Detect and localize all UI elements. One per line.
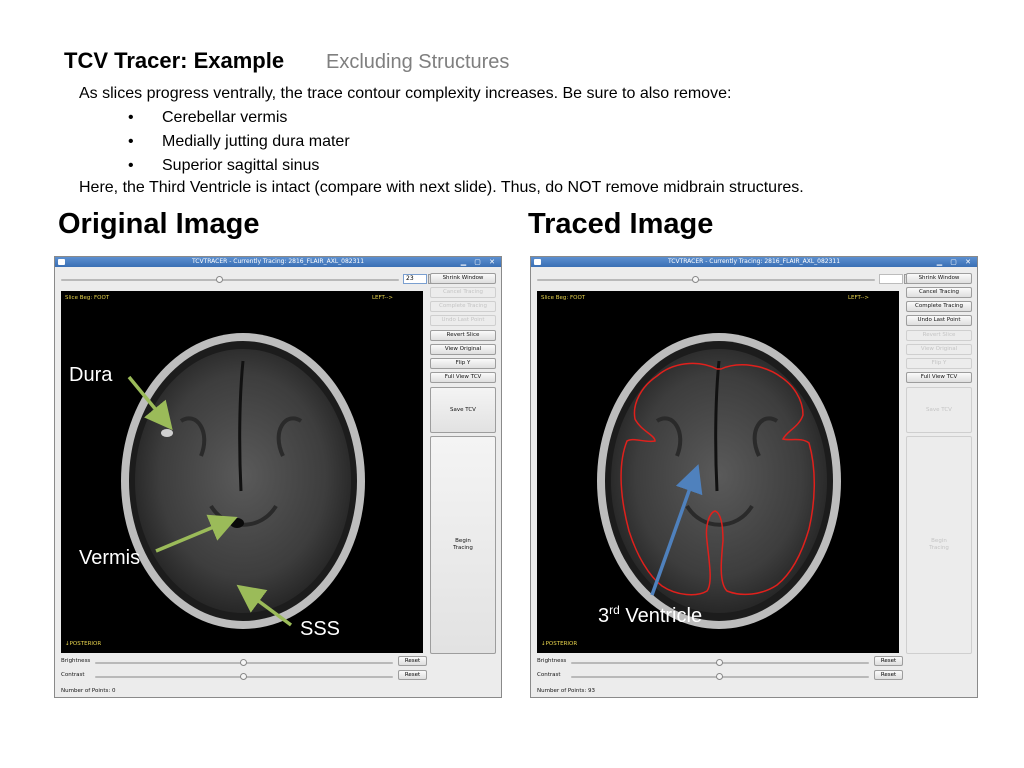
- ventricle-superscript: rd: [609, 603, 620, 617]
- save-tcv-button[interactable]: Save TCV: [430, 387, 496, 433]
- slice-begin-label: Slice Beg: FOOT: [65, 295, 110, 301]
- brightness-slider-knob[interactable]: [716, 659, 723, 666]
- bullet-dot: •: [128, 109, 134, 126]
- complete-tracing-button[interactable]: Complete Tracing: [906, 301, 972, 312]
- slice-number-input[interactable]: 23: [403, 274, 427, 284]
- brain-tissue: [135, 349, 351, 613]
- window-titlebar: [531, 257, 977, 267]
- slice-slider-knob[interactable]: [692, 276, 699, 283]
- brightness-label: Brightness: [537, 658, 567, 664]
- contrast-label: Contrast: [537, 672, 561, 678]
- view-original-button[interactable]: View Original: [906, 344, 972, 355]
- slide-title: TCV Tracer: Example: [64, 48, 285, 73]
- cancel-tracing-button[interactable]: Cancel Tracing: [430, 287, 496, 298]
- ventricle-text: Ventricle: [619, 605, 703, 627]
- sss-annotation: SSS: [300, 618, 341, 640]
- slide-subtitle: Excluding Structures: [326, 51, 510, 73]
- bullet-list: [128, 108, 350, 180]
- flip-y-button[interactable]: Flip Y: [906, 358, 972, 369]
- orientation-posterior-label: ↓POSTERIOR: [541, 641, 578, 647]
- slice-slider-knob[interactable]: [216, 276, 223, 283]
- contrast-label: Contrast: [61, 672, 85, 678]
- revert-slice-button[interactable]: Revert Slice: [430, 330, 496, 341]
- third-ventricle-annotation: [598, 603, 702, 628]
- cancel-tracing-button[interactable]: Cancel Tracing: [906, 287, 972, 298]
- window-menu-icon[interactable]: [58, 259, 65, 265]
- orientation-left-label: LEFT-->: [847, 295, 869, 301]
- flip-y-button[interactable]: Flip Y: [430, 358, 496, 369]
- bullet-text: Cerebellar vermis: [162, 109, 288, 126]
- window-title: TCVTRACER - Currently Tracing: 2816_FLAIR_AXL_082311: [667, 258, 841, 265]
- dura-bright-spot: [161, 429, 173, 437]
- view-original-button[interactable]: View Original: [430, 344, 496, 355]
- begin-tracing-label-line1: Begin: [931, 538, 947, 544]
- mri-scan-image: [537, 291, 899, 653]
- orientation-posterior-label: ↓POSTERIOR: [65, 641, 102, 647]
- number-of-points-status: Number of Points: 93: [537, 688, 596, 694]
- begin-tracing-label-line2: Tracing: [453, 545, 473, 551]
- save-tcv-button[interactable]: Save TCV: [906, 387, 972, 433]
- note-text: Here, the Third Ventricle is intact (compare with next slide). Thus, do NOT remove midbrain structures.: [79, 179, 804, 196]
- vermis-region: [230, 518, 244, 528]
- window-controls-icon[interactable]: ▁ ▢ ✕: [936, 258, 974, 266]
- begin-tracing-button[interactable]: [430, 436, 496, 654]
- number-of-points-status: Number of Points: 0: [61, 688, 116, 694]
- full-view-tcv-button[interactable]: Full View TCV: [906, 372, 972, 383]
- shrink-window-button[interactable]: Shrink Window: [906, 273, 972, 284]
- bullet-dot: •: [128, 133, 134, 150]
- original-tracer-window: [54, 256, 502, 698]
- undo-last-point-button[interactable]: Undo Last Point: [430, 315, 496, 326]
- reset-brightness-button[interactable]: Reset: [874, 656, 903, 666]
- slice-number-input[interactable]: [879, 274, 903, 284]
- window-menu-icon[interactable]: [534, 259, 541, 265]
- original-image-heading: Original Image: [58, 208, 260, 240]
- reset-brightness-button[interactable]: Reset: [398, 656, 427, 666]
- undo-last-point-button[interactable]: Undo Last Point: [906, 315, 972, 326]
- mri-scan-image: [61, 291, 423, 653]
- revert-slice-button[interactable]: Revert Slice: [906, 330, 972, 341]
- reset-contrast-button[interactable]: Reset: [398, 670, 427, 680]
- bullet-text: Medially jutting dura mater: [162, 133, 350, 150]
- begin-tracing-label-line1: Begin: [455, 538, 471, 544]
- bullet-item: [128, 132, 350, 156]
- complete-tracing-button[interactable]: Complete Tracing: [430, 301, 496, 312]
- full-view-tcv-button[interactable]: Full View TCV: [430, 372, 496, 383]
- contrast-slider-knob[interactable]: [240, 673, 247, 680]
- traced-tracer-window: [530, 256, 978, 698]
- intro-text: As slices progress ventrally, the trace contour complexity increases. Be sure to also remove:: [79, 85, 732, 102]
- window-titlebar: [55, 257, 501, 267]
- ventricle-prefix: 3: [598, 605, 610, 627]
- begin-tracing-button[interactable]: [906, 436, 972, 654]
- brightness-label: Brightness: [61, 658, 91, 664]
- shrink-window-button[interactable]: Shrink Window: [430, 273, 496, 284]
- window-title: TCVTRACER - Currently Tracing: 2816_FLAIR_AXL_082311: [191, 258, 365, 265]
- begin-tracing-label-line2: Tracing: [929, 545, 949, 551]
- bullet-item: [128, 108, 350, 132]
- slice-slider-track[interactable]: [61, 279, 399, 281]
- bullet-dot: •: [128, 157, 134, 174]
- reset-contrast-button[interactable]: Reset: [874, 670, 903, 680]
- traced-image-heading: Traced Image: [528, 208, 714, 240]
- contrast-slider-knob[interactable]: [716, 673, 723, 680]
- mri-image-original[interactable]: [61, 291, 423, 653]
- window-controls-icon[interactable]: ▁ ▢ ✕: [460, 258, 498, 266]
- orientation-left-label: LEFT-->: [371, 295, 393, 301]
- vermis-annotation: Vermis: [79, 547, 141, 569]
- slice-begin-label: Slice Beg: FOOT: [541, 295, 586, 301]
- dura-annotation: Dura: [69, 364, 113, 386]
- mri-image-traced[interactable]: [537, 291, 899, 653]
- slice-slider-track[interactable]: [537, 279, 875, 281]
- bullet-text: Superior sagittal sinus: [162, 157, 320, 174]
- brightness-slider-knob[interactable]: [240, 659, 247, 666]
- bullet-item: [128, 156, 350, 180]
